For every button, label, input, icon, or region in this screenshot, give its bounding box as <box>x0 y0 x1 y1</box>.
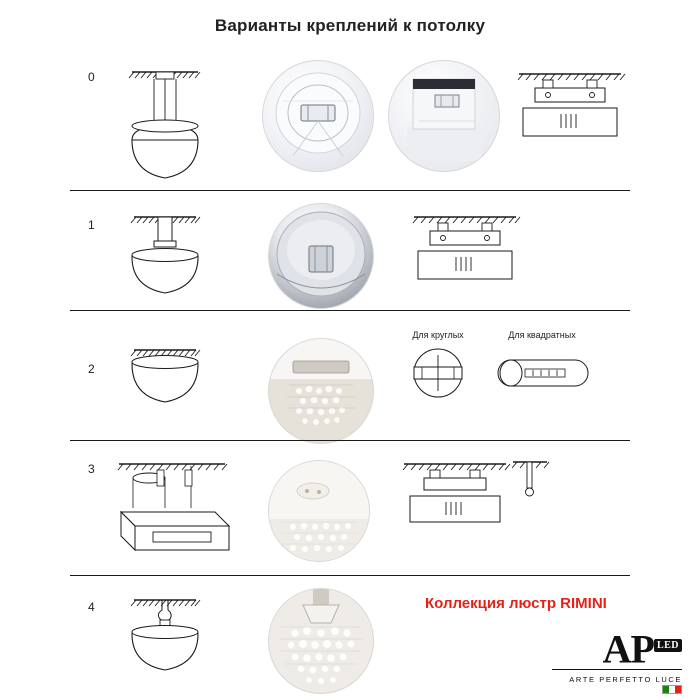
row-divider-2 <box>70 440 630 441</box>
mount-photo-2 <box>268 338 374 444</box>
mount-part-round <box>400 345 476 401</box>
fixture-drawing-3 <box>105 452 245 562</box>
fixture-drawing-2 <box>110 340 220 420</box>
row-number-3: 3 <box>88 462 95 476</box>
mount-photo-3 <box>268 460 370 562</box>
mount-schematic-0 <box>505 62 635 172</box>
logo-wordmark <box>552 626 682 672</box>
italy-flag-icon <box>662 685 682 694</box>
mount-screw-3 <box>505 452 555 522</box>
logo-tagline <box>552 675 682 694</box>
brand-logo <box>552 626 682 686</box>
mount-photo-0b <box>388 60 500 172</box>
fixture-drawing-1 <box>110 205 220 305</box>
mount-photo-4 <box>268 588 374 694</box>
row-divider-3 <box>70 575 630 576</box>
row-number-1: 1 <box>88 218 95 232</box>
row-number-4: 4 <box>88 600 95 614</box>
mount-photo-1 <box>268 203 374 309</box>
row-number-2: 2 <box>88 362 95 376</box>
logo-tagline-text: ARTE PERFETTO LUCE <box>569 675 682 685</box>
page-title: Варианты креплений к потолку <box>214 16 486 35</box>
mount-part-square <box>495 350 591 396</box>
label-round-mount: Для круглых <box>412 330 464 340</box>
fixture-drawing-4 <box>110 590 220 680</box>
fixture-drawing-0 <box>110 60 220 180</box>
label-square-mount: Для квадратных <box>508 330 576 340</box>
row-divider-1 <box>70 310 630 311</box>
collection-title: Коллекция люстр RIMINI <box>425 595 607 612</box>
mount-schematic-3 <box>390 452 520 552</box>
mount-photo-0a <box>262 60 374 172</box>
logo-led-badge: LED <box>654 639 682 652</box>
row-divider-0 <box>70 190 630 191</box>
row-number-0: 0 <box>88 70 95 84</box>
logo-divider <box>552 669 682 670</box>
mount-schematic-1 <box>400 205 530 305</box>
logo-letters: AP <box>602 626 654 672</box>
